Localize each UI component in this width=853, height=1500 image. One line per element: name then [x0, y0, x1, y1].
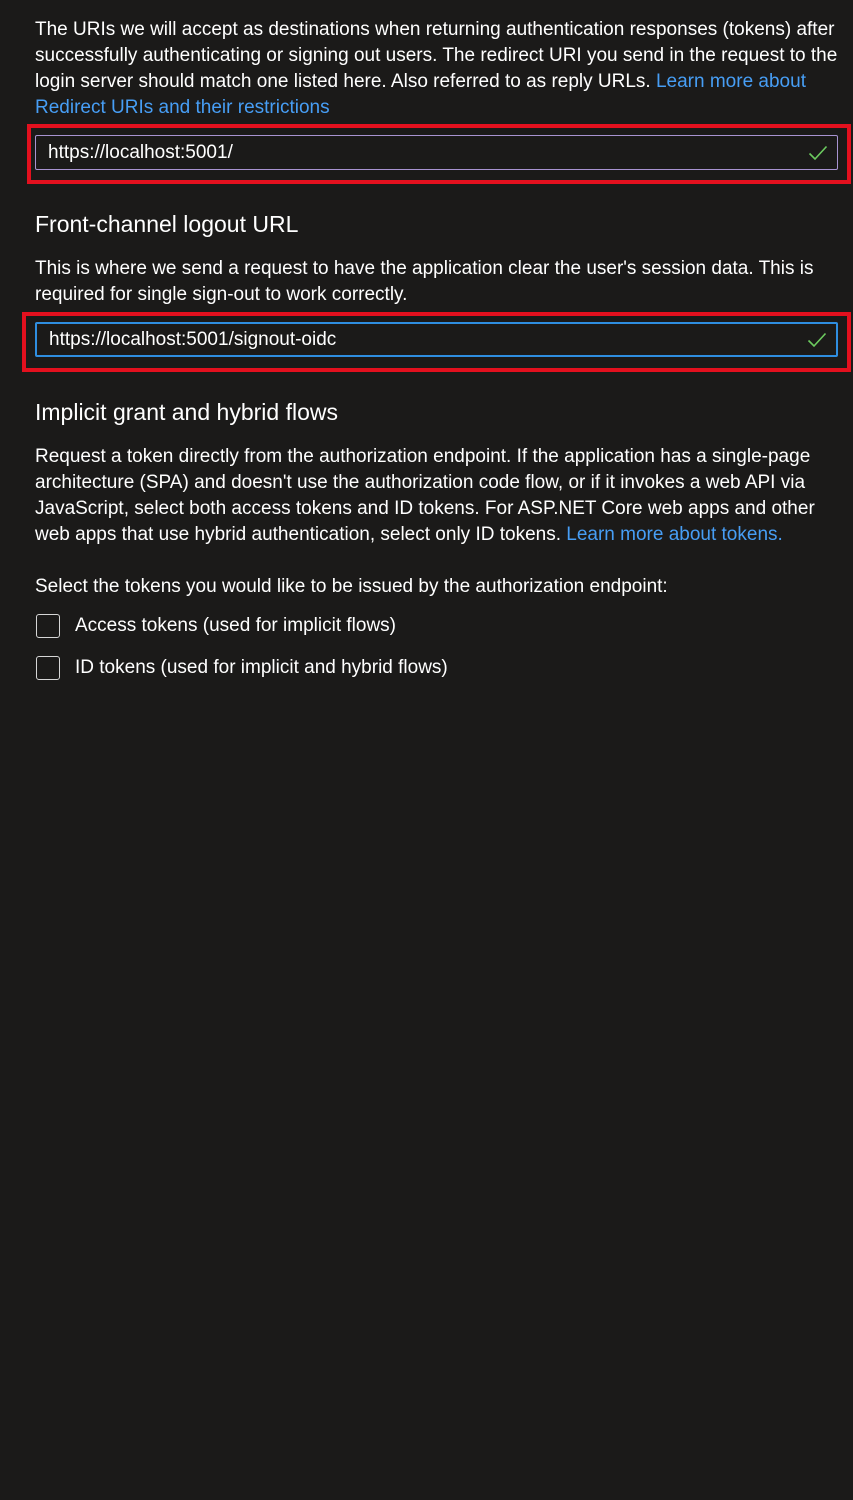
learn-more-tokens-link[interactable]: Learn more about tokens. [566, 524, 783, 545]
id-tokens-option[interactable] [36, 656, 448, 680]
implicit-description-text: Request a token directly from the authorization endpoint. If the application has a single-page architecture (SPA) and doesn't use the authorization code flow, or if it invokes a web API via JavaScript, select both access tokens and ID tokens. For ASP.NET Core web apps and other web apps that use hybrid authentication, select only ID tokens. [35, 446, 815, 545]
access-tokens-label: Access tokens (used for implicit flows) [75, 615, 396, 636]
logout-url-input[interactable] [37, 324, 806, 355]
implicit-section-title: Implicit grant and hybrid flows [35, 399, 338, 425]
implicit-description [35, 444, 840, 548]
redirect-description-text: The URIs we will accept as destinations when returning authentication responses (tokens) after successfully authenticating or signing out users. The redirect URI you send in the request to the login server should match one listed here. Also referred to as reply URLs. [35, 19, 838, 92]
checkmark-icon [806, 329, 828, 351]
access-tokens-checkbox[interactable] [36, 614, 60, 638]
id-tokens-checkbox[interactable] [36, 656, 60, 680]
redirect-uri-field[interactable] [35, 135, 838, 170]
checkmark-icon [807, 142, 829, 164]
access-tokens-option[interactable] [36, 614, 396, 638]
logout-section-title: Front-channel logout URL [35, 211, 299, 237]
token-select-label: Select the tokens you would like to be issued by the authorization endpoint: [35, 576, 668, 597]
redirect-description [35, 17, 840, 121]
logout-description: This is where we send a request to have the application clear the user's session data. This is required for single sign-out to work correctly. [35, 258, 814, 305]
logout-url-field[interactable] [35, 322, 838, 357]
redirect-uri-input[interactable] [36, 136, 807, 169]
id-tokens-label: ID tokens (used for implicit and hybrid flows) [75, 657, 448, 678]
learn-more-redirect-link[interactable]: Learn more about Redirect URIs and their restrictions [35, 71, 806, 118]
